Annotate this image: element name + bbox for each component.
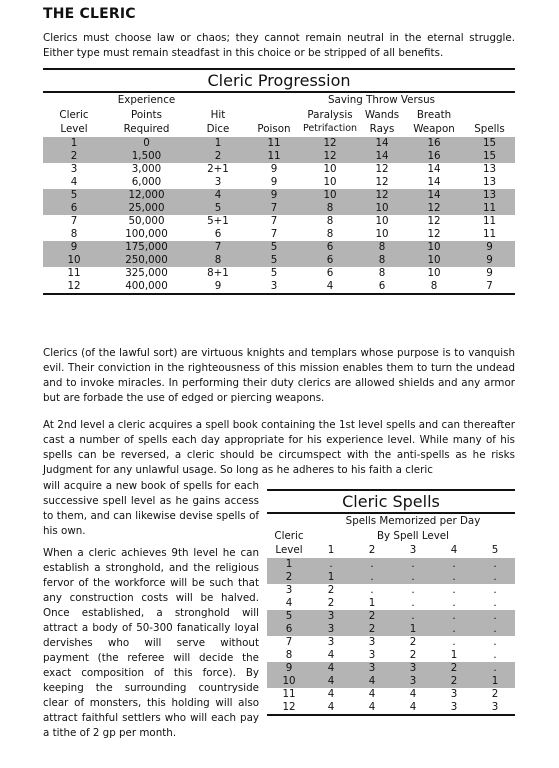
table-cell: 9 [464, 254, 515, 267]
table-cell: 10 [360, 202, 404, 215]
header-cell [188, 93, 248, 108]
table-cell: 8 [360, 241, 404, 254]
table-cell: . [411, 596, 415, 609]
table-cell: 12 [282, 700, 296, 713]
progression-row [43, 215, 515, 228]
progression-grid [43, 93, 515, 295]
table-cell: 12 [427, 214, 441, 227]
table-cell: 7 [285, 635, 293, 648]
table-cell: 12 [300, 137, 360, 150]
table-cell: 3 [393, 675, 433, 688]
table-cell: 100,000 [125, 227, 168, 240]
table-cell: 2 [409, 648, 417, 661]
table-cell: . [433, 558, 475, 571]
table-cell: 3 [214, 175, 222, 188]
table-cell: 3 [368, 648, 376, 661]
table-cell: 25,000 [105, 202, 188, 215]
table-cell: 8 [326, 214, 334, 227]
table-cell: 3 [311, 623, 351, 636]
table-cell: 2 [491, 687, 499, 700]
spells-table-title: Cleric Spells [267, 489, 515, 514]
table-cell: 6 [267, 623, 311, 636]
table-cell: . [475, 623, 515, 636]
table-cell: 1 [393, 623, 433, 636]
table-cell: 6 [378, 279, 386, 292]
progression-table-title: Cleric Progression [43, 68, 515, 93]
table-cell: 1 [311, 571, 351, 584]
table-cell: 3 [285, 583, 293, 596]
header-cell: Spells [474, 123, 505, 135]
table-cell: 7 [486, 279, 493, 292]
header-cell [464, 108, 515, 123]
spells-row [267, 675, 515, 688]
table-cell: 12 [300, 150, 360, 163]
table-cell: 5 [43, 189, 105, 202]
table-cell: 4 [327, 687, 335, 700]
table-cell: 15 [464, 150, 515, 163]
table-cell: 2 [327, 583, 335, 596]
table-cell: 14 [360, 150, 404, 163]
table-cell: 6 [300, 241, 360, 254]
table-cell: 4 [327, 648, 335, 661]
spell-book-paragraph: At 2nd level a cleric acquires a spell book containing the 1st level spells and can thereafter cast a number of spells each day appropriate for his experience level. While many of his spells can be reversed, a cleric should be circumspect with the anti-spells as he risks Judgment for any unlawful usage. So long as he adheres to his faith a cleric [43, 419, 515, 476]
table-cell: 4 [351, 675, 393, 688]
table-cell: 2 [433, 662, 475, 675]
table-cell: 11 [67, 266, 81, 279]
table-cell: 8 [188, 254, 248, 267]
table-cell: 8+1 [207, 266, 229, 279]
progression-row [43, 254, 515, 267]
spell-books-continued-paragraph: will acquire a new book of spells for each successive spell level as he gains access to them, and can likewise devise spells of his own. [43, 480, 259, 537]
header-cell: Cleric [59, 108, 89, 121]
table-cell: 6 [214, 227, 222, 240]
by-spell-level-header: By Spell Level [376, 529, 449, 542]
table-cell: 2 [409, 635, 417, 648]
table-cell: . [452, 596, 456, 609]
table-cell: 10 [267, 675, 311, 688]
table-cell: 11 [464, 202, 515, 215]
progression-row [43, 267, 515, 280]
table-cell: 15 [464, 137, 515, 150]
spells-row [267, 623, 515, 636]
header-cell [267, 514, 311, 529]
table-cell: . [452, 635, 456, 648]
table-cell: 3 [368, 635, 376, 648]
table-cell: 8 [360, 254, 404, 267]
table-cell: 10 [375, 214, 389, 227]
table-cell: 11 [282, 687, 296, 700]
spell-level-header: 4 [450, 544, 458, 556]
table-cell: 4 [311, 675, 351, 688]
stronghold-paragraph: When a cleric achieves 9th level he can establish a stronghold, and the religious fervor of the workforce will be such that any construction costs will be halved. Once established, a stronghold will attract a body of 50-300 fanatically loyal dervishes who will serve without payment (the referee will decide the exact composition of this force). By keeping the surrounding countryside clear of monsters, this holding will also attract faithful settlers who will each pay a tithe of 2 gp per month. [43, 547, 259, 739]
spells-header-row-1 [267, 514, 515, 529]
table-cell: 10 [323, 175, 337, 188]
table-cell: . [351, 571, 393, 584]
table-cell: 4 [326, 279, 334, 292]
table-cell: 250,000 [105, 254, 188, 267]
table-cell: . [475, 571, 515, 584]
spell-level-header: 5 [491, 544, 499, 556]
table-cell: 9 [214, 279, 222, 292]
table-cell: 10 [323, 162, 337, 175]
table-cell: 12 [427, 227, 441, 240]
spells-row [267, 662, 515, 675]
table-cell: . [475, 610, 515, 623]
table-cell: 14 [427, 162, 441, 175]
table-cell: 1 [43, 137, 105, 150]
table-cell: . [393, 558, 433, 571]
table-cell: . [493, 596, 497, 609]
table-cell: . [411, 583, 415, 596]
table-cell: 12 [375, 162, 389, 175]
progression-row [43, 202, 515, 215]
table-cell: 7 [270, 227, 278, 240]
table-cell: . [475, 558, 515, 571]
table-cell: 16 [404, 137, 464, 150]
table-cell: 4 [368, 687, 376, 700]
table-cell: 8 [300, 202, 360, 215]
saving-throw-group-header: Saving Throw Versus [327, 94, 436, 106]
table-cell: 10 [404, 241, 464, 254]
table-cell: 9 [270, 162, 278, 175]
spells-row [267, 649, 515, 662]
progression-row [43, 280, 515, 294]
spell-level-header: 3 [409, 544, 417, 556]
progression-row [43, 163, 515, 176]
header-cell: Wands [364, 108, 400, 121]
table-cell: . [370, 583, 374, 596]
table-cell: 9 [270, 175, 278, 188]
table-cell: 4 [311, 662, 351, 675]
table-cell: 10 [427, 266, 441, 279]
table-cell: . [475, 662, 515, 675]
table-cell: . [452, 583, 456, 596]
progression-header-row-1 [43, 93, 515, 108]
table-cell: . [393, 610, 433, 623]
table-cell: 0 [105, 137, 188, 150]
table-cell: 4 [368, 700, 376, 713]
spell-level-header: 2 [368, 544, 376, 556]
page-title: THE CLERIC [43, 6, 136, 22]
table-cell: 16 [404, 150, 464, 163]
header-cell: Breath [416, 108, 452, 121]
table-cell: 8 [378, 266, 386, 279]
spells-memorized-header: Spells Memorized per Day [345, 515, 481, 527]
header-cell: Level [60, 123, 88, 135]
table-cell: 10 [43, 254, 105, 267]
table-cell: 2 [188, 150, 248, 163]
table-cell: 7 [70, 214, 78, 227]
table-cell: 2+1 [207, 162, 229, 175]
spells-grid [267, 514, 515, 716]
header-cell: Required [123, 123, 170, 135]
table-cell: 3 [450, 687, 458, 700]
table-cell: 12 [404, 202, 464, 215]
table-cell: 1 [475, 675, 515, 688]
table-cell: 175,000 [105, 241, 188, 254]
table-cell: 400,000 [125, 279, 168, 292]
table-cell: 5 [248, 254, 300, 267]
progression-header-row-3 [43, 122, 515, 137]
table-cell: 3,000 [131, 162, 162, 175]
header-cell: Paralysis [307, 108, 353, 121]
table-cell: 8 [70, 227, 78, 240]
table-cell: 11 [482, 214, 497, 227]
table-cell: 2 [43, 150, 105, 163]
table-cell: 13 [464, 189, 515, 202]
table-cell: 4 [70, 175, 78, 188]
table-cell: 14 [360, 137, 404, 150]
table-cell: . [351, 558, 393, 571]
table-cell: 6 [300, 254, 360, 267]
spells-row [267, 636, 515, 649]
table-cell: 13 [482, 175, 497, 188]
table-cell: 11 [248, 137, 300, 150]
table-cell: 1,500 [105, 150, 188, 163]
cleric-progression-table [43, 68, 515, 295]
table-cell: 1 [368, 596, 376, 609]
spells-row [267, 597, 515, 610]
table-cell: 2 [327, 596, 335, 609]
header-cell: Rays [369, 123, 395, 135]
spells-header-row-2 [267, 529, 515, 544]
table-cell: . [311, 558, 351, 571]
header-cell: Experience [117, 94, 176, 106]
table-cell: 12 [360, 189, 404, 202]
table-cell: 14 [404, 189, 464, 202]
table-cell: 6,000 [131, 175, 162, 188]
table-cell: 3 [393, 662, 433, 675]
table-cell: 10 [375, 227, 389, 240]
header-cell: Dice [206, 123, 230, 135]
spells-row [267, 701, 515, 715]
table-cell: 13 [482, 162, 497, 175]
table-cell: . [433, 571, 475, 584]
table-cell: 11 [248, 150, 300, 163]
table-cell: 3 [311, 610, 351, 623]
table-cell: 9 [464, 241, 515, 254]
table-cell: 9 [43, 241, 105, 254]
spell-level-header: 1 [327, 544, 335, 556]
table-cell: 1 [188, 137, 248, 150]
table-cell: 10 [300, 189, 360, 202]
table-cell: 12 [67, 279, 81, 292]
table-cell: 2 [351, 610, 393, 623]
table-cell: 9 [486, 266, 493, 279]
header-cell [248, 108, 300, 123]
progression-header-row-2 [43, 108, 515, 123]
intro-paragraph: Clerics must choose law or chaos; they cannot remain neutral in the eternal struggle. Either type must remain steadfast in this choice or be stripped of all benefits. [43, 32, 515, 59]
spells-row [267, 688, 515, 701]
progression-row [43, 241, 515, 254]
spells-row [267, 610, 515, 623]
progression-row [43, 137, 515, 150]
table-cell: 7 [188, 241, 248, 254]
table-cell: 6 [326, 266, 334, 279]
table-cell: 5 [248, 241, 300, 254]
spells-row [267, 571, 515, 584]
table-cell: . [393, 571, 433, 584]
header-cell: Cleric [274, 529, 304, 542]
cleric-spells-table [267, 489, 515, 716]
table-cell: 2 [267, 571, 311, 584]
table-cell: 3 [351, 662, 393, 675]
table-cell: 7 [248, 202, 300, 215]
table-cell: 8 [285, 648, 293, 661]
table-cell: 3 [450, 700, 458, 713]
table-cell: 9 [248, 189, 300, 202]
table-cell: . [433, 610, 475, 623]
header-cell: Poison [257, 123, 291, 135]
table-cell: 2 [351, 623, 393, 636]
spells-header-row-3 [267, 543, 515, 558]
header-cell: Level [275, 544, 303, 556]
table-cell: 3 [491, 700, 499, 713]
table-cell: . [493, 635, 497, 648]
table-cell: 7 [270, 214, 278, 227]
header-cell [43, 93, 105, 108]
table-cell: . [493, 583, 497, 596]
progression-row [43, 176, 515, 189]
cleric-description-paragraph: Clerics (of the lawful sort) are virtuous knights and templars whose purpose is to vanquish evil. Their conviction in the righteousness of this mission enables them to turn the undead and to invoke miracles. In performing their duty clerics are allowed shields and any armor but are forbade the use of edged or piercing weapons. [43, 347, 515, 404]
header-cell: Hit [210, 108, 226, 121]
table-cell: 12 [375, 175, 389, 188]
table-cell: 2 [433, 675, 475, 688]
table-cell: 4 [327, 700, 335, 713]
table-cell: 8 [326, 227, 334, 240]
table-cell: 11 [482, 227, 497, 240]
header-cell: Weapon [413, 123, 455, 135]
table-cell: 4 [285, 596, 293, 609]
header-cell: Points [131, 108, 162, 121]
table-cell: 14 [427, 175, 441, 188]
table-cell: 10 [404, 254, 464, 267]
table-cell: 5+1 [207, 214, 229, 227]
table-cell: 3 [270, 279, 278, 292]
table-cell: 6 [43, 202, 105, 215]
table-cell: 1 [267, 558, 311, 571]
table-cell: 50,000 [128, 214, 165, 227]
table-cell: 12,000 [105, 189, 188, 202]
header-cell: Petrifaction [302, 123, 358, 134]
table-cell: 4 [188, 189, 248, 202]
table-cell: 5 [267, 610, 311, 623]
table-cell: . [493, 648, 497, 661]
table-cell: 3 [327, 635, 335, 648]
table-cell: 5 [188, 202, 248, 215]
progression-row [43, 189, 515, 202]
table-cell: 4 [409, 687, 417, 700]
table-cell: 8 [430, 279, 438, 292]
progression-row [43, 150, 515, 163]
table-cell: 5 [270, 266, 278, 279]
spells-row [267, 558, 515, 571]
table-cell: 325,000 [125, 266, 168, 279]
progression-row [43, 228, 515, 241]
table-cell: 1 [450, 648, 458, 661]
table-cell: 4 [409, 700, 417, 713]
table-cell: 9 [267, 662, 311, 675]
table-cell: 3 [70, 162, 78, 175]
table-cell: . [433, 623, 475, 636]
spells-row [267, 584, 515, 597]
